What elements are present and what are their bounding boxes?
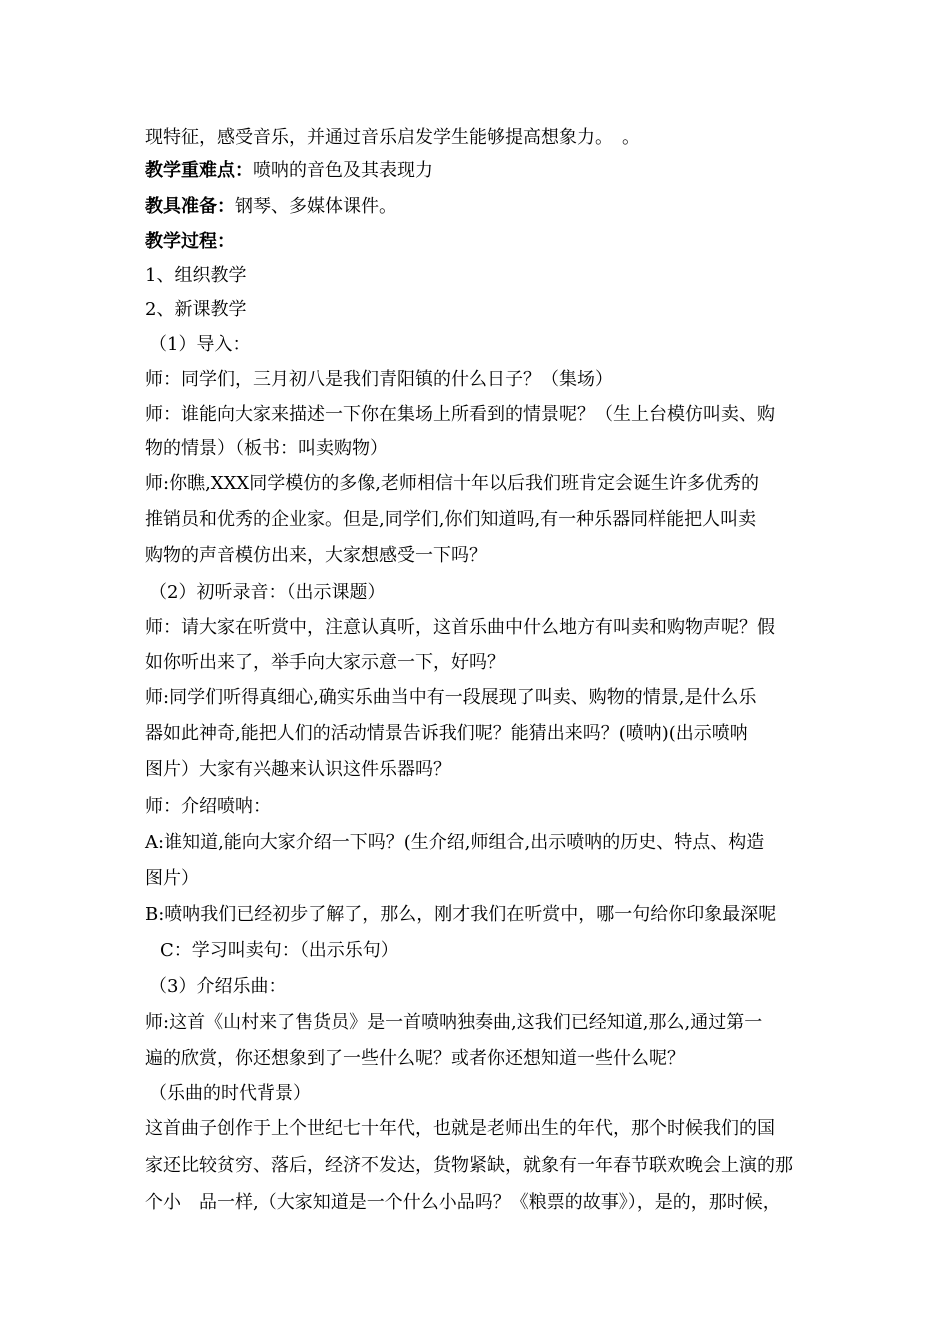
paragraph-line: 师:你瞧,XXX同学模仿的多像,老师相信十年以后我们班肯定会诞生许多优秀的 <box>145 473 759 494</box>
paragraph-line: A:谁知道,能向大家介绍一下吗？(生介绍,师组合,出示喷呐的历史、特点、构造 <box>145 832 765 853</box>
tools-label: 教具准备： <box>145 196 235 217</box>
paragraph-line: 购物的声音模仿出来，大家想感受一下吗？ <box>145 545 487 566</box>
list-item: 2、新课教学 <box>145 299 247 320</box>
section-heading: 教学过程： <box>145 231 235 252</box>
paragraph-line: 现特征，感受音乐，并通过音乐启发学生能够提高想象力。 。 <box>145 127 640 148</box>
paragraph-line: 图片）大家有兴趣来认识这件乐器吗？ <box>145 759 451 780</box>
paragraph-line: B:喷呐我们已经初步了解了，那么，刚才我们在听赏中，哪一句给你印象最深呢 <box>145 904 777 925</box>
paragraph-line: 师：介绍喷呐： <box>145 796 271 817</box>
paragraph-line: 家还比较贫穷、落后，经济不发达，货物紧缺，就象有一年春节联欢晚会上演的那 <box>145 1155 793 1176</box>
sub-heading: （1）导入： <box>149 334 251 355</box>
paragraph-line: 师：请大家在听赏中，注意认真听，这首乐曲中什么地方有叫卖和购物声呢？假 <box>145 617 775 638</box>
paragraph-line: （乐曲的时代背景） <box>149 1083 311 1104</box>
sub-heading: （2）初听录音：（出示课题） <box>149 582 386 603</box>
paragraph-line: 个小 品一样,（大家知道是一个什么小品吗？《粮票的故事》），是的，那时候， <box>145 1192 781 1213</box>
paragraph-line: C：学习叫卖句：（出示乐句） <box>160 940 399 961</box>
list-item: 1、组织教学 <box>145 265 247 286</box>
paragraph-line: 推销员和优秀的企业家。但是,同学们,你们知道吗,有一种乐器同样能把人叫卖 <box>145 509 757 530</box>
key-points-text: 喷呐的音色及其表现力 <box>253 160 433 181</box>
paragraph-line: 如你听出来了，举手向大家示意一下，好吗？ <box>145 652 505 673</box>
sub-heading: （3）介绍乐曲： <box>149 976 287 997</box>
tools-line <box>145 194 805 220</box>
paragraph-line: 器如此神奇,能把人们的活动情景告诉我们呢？能猜出来吗？(喷呐)(出示喷呐 <box>145 723 748 744</box>
paragraph-line: 师：谁能向大家来描述一下你在集场上所看到的情景呢？（生上台模仿叫卖、购 <box>145 404 775 425</box>
key-points-label: 教学重难点： <box>145 160 253 181</box>
paragraph-line: 遍的欣赏，你还想象到了一些什么呢？或者你还想知道一些什么呢？ <box>145 1048 685 1069</box>
paragraph-line: 图片） <box>145 868 199 889</box>
paragraph-line: 师:同学们听得真细心,确实乐曲当中有一段展现了叫卖、购物的情景,是什么乐 <box>145 687 757 708</box>
paragraph-line: 物的情景）（板书：叫卖购物） <box>145 438 388 459</box>
key-points-line <box>145 158 805 184</box>
paragraph-line: 师:这首《山村来了售货员》是一首喷呐独奏曲,这我们已经知道,那么,通过第一 <box>145 1012 763 1033</box>
paragraph-line: 师：同学们，三月初八是我们青阳镇的什么日子？（集场） <box>145 369 613 390</box>
tools-text: 钢琴、多媒体课件。 <box>235 196 397 217</box>
paragraph-line: 这首曲子创作于上个世纪七十年代，也就是老师出生的年代，那个时候我们的国 <box>145 1118 775 1139</box>
